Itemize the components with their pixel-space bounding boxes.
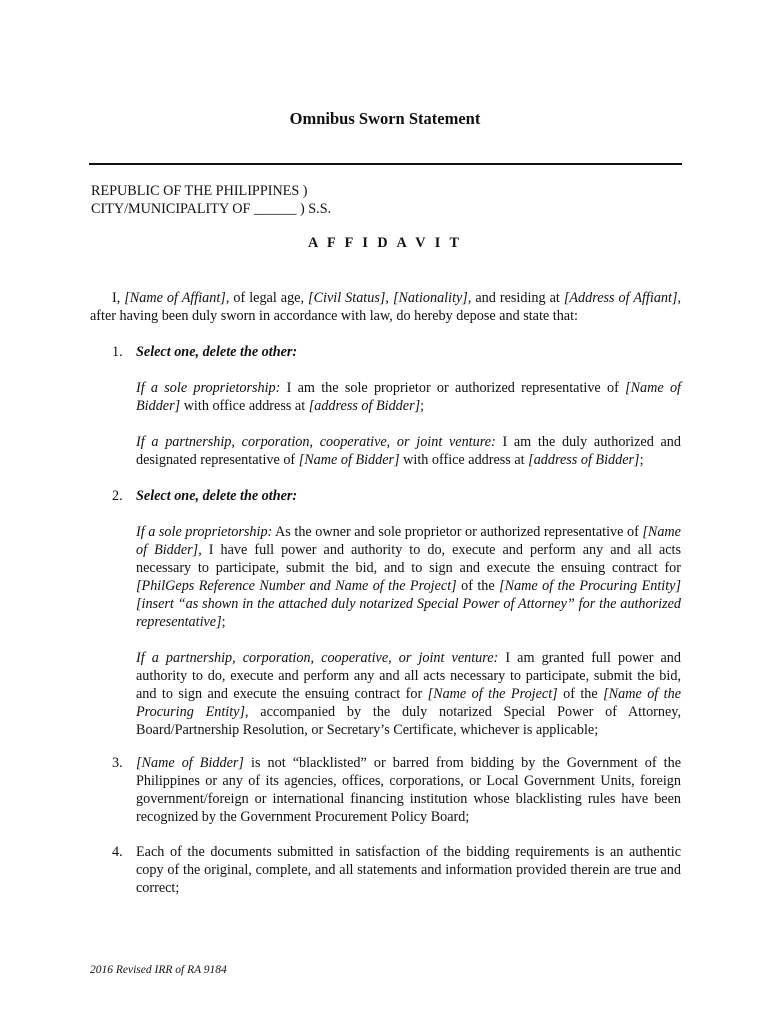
address-placeholder: [Address of Affiant]	[563, 290, 678, 306]
option-text: of the	[456, 578, 500, 594]
option-label: If a partnership, corporation, cooperative, or joint venture:	[136, 650, 499, 666]
option-sole-proprietorship	[136, 379, 681, 415]
intro-text: , and residing at	[467, 290, 564, 306]
bidder-placeholder: [Name of Bidder]	[136, 524, 681, 558]
option-label: If a sole proprietorship:	[136, 380, 281, 396]
item-number: 1.	[112, 344, 123, 360]
option-text: , accompanied by the duly notarized Special Power of Attorney, Board/Partnership Resolution, or Secretary’s Certificate, whichever is applicable;	[136, 704, 681, 738]
option-label: If a sole proprietorship:	[136, 524, 273, 540]
option-text: ;	[221, 614, 226, 630]
option-text: with office address at	[180, 398, 309, 414]
document-title: Omnibus Sworn Statement	[289, 109, 481, 128]
option-label: If a partnership, corporation, cooperative, or joint venture:	[136, 434, 496, 450]
procuring-entity-placeholder: [Name of the Procuring Entity] [insert “as shown in the attached duly notarized Special Power of Attorney” for the authorized representative]	[136, 578, 681, 630]
intro-text: , after having been duly sworn in accordance with law, do hereby depose and state that:	[90, 290, 682, 324]
bidder-placeholder: [Name of Bidder]	[136, 755, 244, 771]
item-paragraph	[136, 754, 681, 826]
intro-text: I,	[112, 290, 125, 306]
intro-text: , of legal age,	[225, 290, 309, 306]
project-reference-placeholder: [PhilGeps Reference Number and Name of the Project]	[136, 578, 457, 594]
address-placeholder: [address of Bidder]	[528, 452, 640, 468]
address-placeholder: [address of Bidder]	[308, 398, 421, 414]
option-text: I am granted full power and authority to do, execute and perform any and all acts necessary to participate, submit the bid, and to sign and execute the ensuing contract for	[136, 650, 681, 702]
bidder-placeholder: [Name of Bidder]	[298, 452, 400, 468]
project-placeholder: [Name of the Project]	[427, 686, 558, 702]
list-item-4	[90, 843, 681, 897]
item-text: is not “blacklisted” or barred from bidding by the Government of the Philippines or any of its agencies, offices, corporations, or Local Government Units, foreign government/foreign or international financing institution whose blacklisting rules have been recognized by the Government Procurement Policy Board;	[136, 755, 681, 825]
item-number: 3.	[112, 755, 123, 771]
affiant-placeholder: [Name of Affiant]	[124, 290, 226, 306]
nationality-placeholder: [Nationality]	[392, 290, 468, 306]
title-divider	[89, 163, 682, 165]
option-partnership	[136, 649, 681, 739]
item-number: 2.	[112, 488, 123, 504]
affidavit-heading: A F F I D A V I T	[307, 235, 463, 251]
civil-status-placeholder: [Civil Status]	[308, 290, 386, 306]
list-item-3	[90, 754, 681, 826]
intro-paragraph	[90, 289, 681, 325]
item-heading: Select one, delete the other:	[136, 488, 298, 504]
option-text: with office address at	[399, 452, 529, 468]
option-text: ;	[639, 452, 644, 468]
venue-line-2: CITY/MUNICIPALITY OF ______ ) S.S.	[91, 201, 332, 217]
option-partnership	[136, 433, 681, 469]
venue-line-1: REPUBLIC OF THE PHILIPPINES )	[91, 183, 308, 199]
intro-text: ,	[385, 290, 393, 306]
item-paragraph: Each of the documents submitted in satisfaction of the bidding requirements is an authentic copy of the original, complete, and all statements and information provided therein are true and correct;	[136, 844, 681, 896]
option-text: I am the sole proprietor or authorized representative of	[280, 380, 626, 396]
venue-block	[91, 182, 331, 218]
page-footer: 2016 Revised IRR of RA 9184	[90, 964, 227, 976]
item-number: 4.	[112, 844, 123, 860]
option-sole-proprietorship	[136, 523, 681, 631]
bidder-placeholder: [Name of Bidder]	[136, 380, 681, 414]
option-text: of the	[557, 686, 604, 702]
option-text: I am the duly authorized and designated representative of	[136, 434, 681, 468]
option-text: ;	[420, 398, 425, 414]
list-item-2	[90, 487, 681, 739]
item-heading: Select one, delete the other:	[136, 344, 298, 360]
option-text: , I have full power and authority to do, execute and perform any and all acts necessary to participate, submit the bid, and to sign and execute the ensuing contract for	[136, 542, 682, 576]
procuring-entity-placeholder: [Name of the Procuring Entity]	[136, 686, 682, 720]
list-item-1	[90, 343, 681, 469]
option-text: As the owner and sole proprietor or authorized representative of	[272, 524, 643, 540]
